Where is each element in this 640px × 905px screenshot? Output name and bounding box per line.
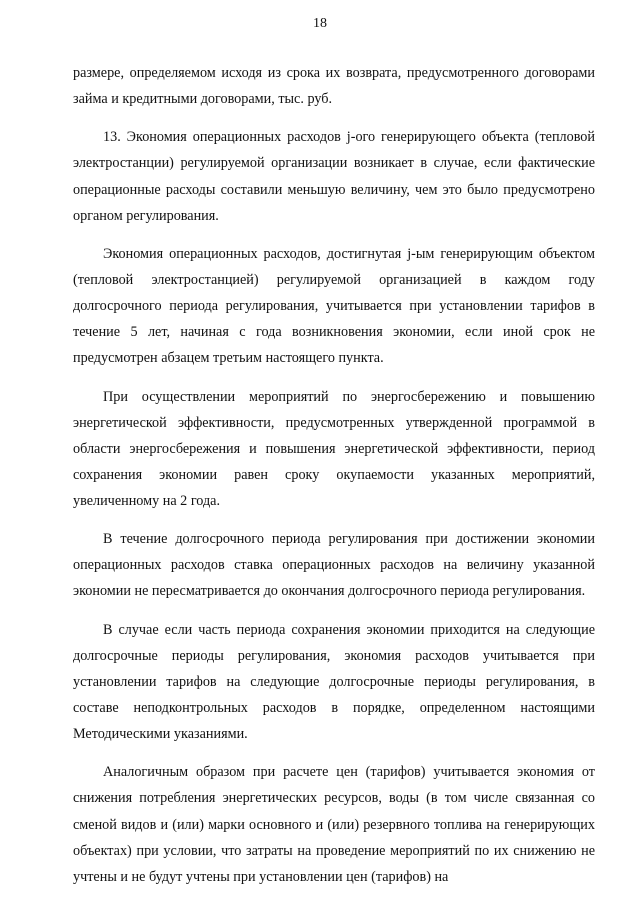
document-body <box>73 60 595 890</box>
paragraph-next-periods: В случае если часть периода сохранения экономии приходится на следующие долгосрочные периоды регулирования, экономия расходов учитывается при установлении тарифов на следующие долгосрочные периоды регулирования, в составе неподконтрольных расходов в порядке, определенном настоящими Методическими указаниями. <box>73 621 595 743</box>
paragraph-savings-accounting: Экономия операционных расходов, достигнутая j-ым генерирующим объектом (тепловой электростанцией) регулируемой организацией в каждом году долгосрочного периода регулирования, учитывается при установлении тарифов в течение 5 лет, начиная с года возникновения экономии, если иной срок не предусмотрен абзацем третьим настоящего пункта. <box>73 245 595 367</box>
paragraph-continuation: размере, определяемом исходя из срока их возврата, предусмотренного договорами займа и кредитными договорами, тыс. руб. <box>73 65 595 108</box>
paragraph-item-13: 13. Экономия операционных расходов j-ого генерирующего объекта (тепловой электростанции) регулируемой организации возникает в случае, если фактические операционные расходы составили меньшую величину, чем это было предусмотрено органом регулирования. <box>73 129 595 224</box>
paragraph-energy-efficiency: При осуществлении мероприятий по энергосбережению и повышению энергетической эффективности, предусмотренных утвержденной программой в области энергосбережения и повышения энергетической эффективности, период сохранения экономии равен сроку окупаемости указанных мероприятий, увеличенному на 2 года. <box>73 388 595 509</box>
paragraph-rate-not-revised: В течение долгосрочного периода регулирования при достижении экономии операционных расходов ставка операционных расходов на величину указанной экономии не пересматривается до окончания долгосрочного периода регулирования. <box>73 531 595 600</box>
page-number: 18 <box>313 16 327 31</box>
paragraph-similar-method: Аналогичным образом при расчете цен (тарифов) учитывается экономия от снижения потребления энергетических ресурсов, воды (в том числе связанная со сменой видов и (или) марки основного и (или) резервного топлива на генерирующих объектах) при условии, что затраты на проведение мероприятий по их снижению не учтены и не будут учтены при установлении цен (тарифов) на <box>73 764 595 885</box>
